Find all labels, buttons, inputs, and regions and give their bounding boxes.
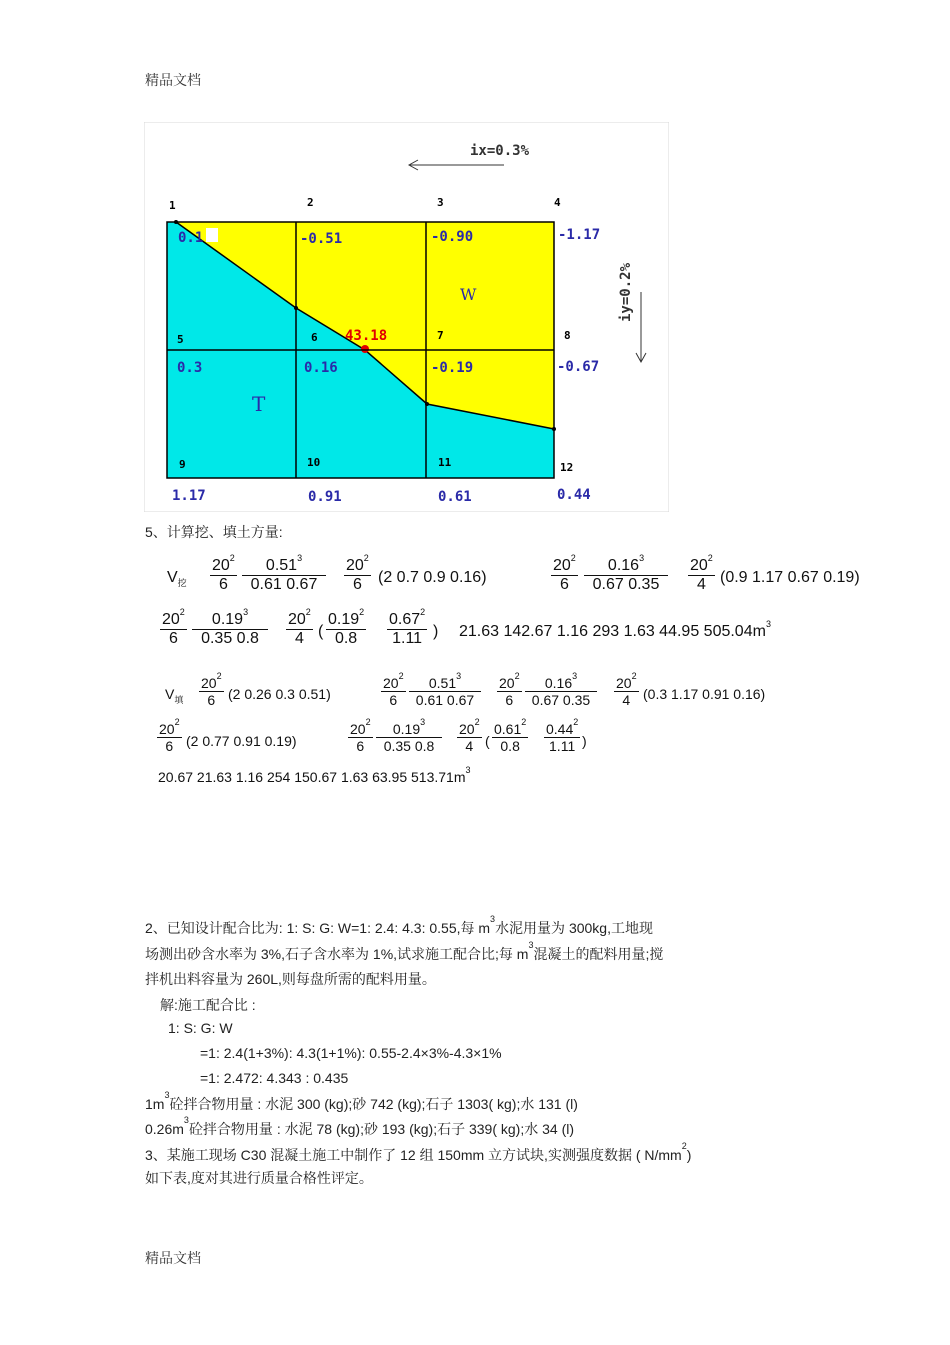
node-10: 10 <box>307 456 321 469</box>
value-10: 0.91 <box>308 489 342 505</box>
v-fill-symbol: V <box>165 686 175 702</box>
value-12: 0.44 <box>557 487 591 503</box>
node-11: 11 <box>438 456 452 469</box>
fill-t1-tail: (2 0.26 0.3 0.51) <box>228 686 331 702</box>
fill-t4: $20^2$ 4 <box>616 671 637 708</box>
q3-line1: 3、某施工现场 C30 混凝土施工中制作了 12 组 150mm 立方试块,实测强度数据 ( $N/mm^2$) <box>145 1141 692 1163</box>
cut-t5: $20^2$ 6 <box>162 607 185 647</box>
fill-t7-open: ( <box>485 733 490 749</box>
value-5: 0.3 <box>177 360 203 376</box>
cut-t6-close: ) <box>433 623 439 640</box>
v-fill-subscript: 填 <box>174 694 184 705</box>
q5-heading: 5、计算挖、填土方量: <box>145 524 283 540</box>
q2-mix2: $0.26m^3$砼拌合物用量 : 水泥 78 (kg);砂 193 (kg);石子 339( kg);水 34 (l) <box>145 1115 575 1137</box>
cut-t3: $20^2$ 6 <box>553 553 576 593</box>
fill-volume-symbol <box>165 686 183 706</box>
q2-mix1: $1m^3$砼拌合物用量 : 水泥 300 (kg);砂 742 (kg);石子 1303( kg);水 131 (l) <box>145 1090 578 1112</box>
fill-t7b: 0.61$^2$ 0.8 <box>494 717 527 754</box>
node-5: 5 <box>177 333 184 346</box>
zero-point-marker <box>361 345 369 353</box>
value-4: -1.17 <box>558 227 601 243</box>
cut-t3b: 0.16$^3$ 0.67 0.35 <box>584 557 668 594</box>
cut-volume-symbol <box>167 569 187 589</box>
q2-line2: 场测出砂含水率为 3%,石子含水率为 1%,试求施工配合比;每 $m^3$混凝土的配料用量;搅 <box>145 940 664 962</box>
v-symbol: V <box>167 569 178 586</box>
fill-t6: $20^2$ 6 <box>350 717 371 754</box>
ix-label: ix=0.3% <box>470 143 530 159</box>
node-9: 9 <box>179 458 186 471</box>
value-1: 0.1 <box>178 230 204 246</box>
q2-solution-label: 解:施工配合比 : <box>160 997 256 1013</box>
fill-t3: $20^2$ 6 <box>499 671 520 708</box>
cut-t4-tail: (0.9 1.17 0.67 0.19) <box>720 569 860 586</box>
iy-label: iy=0.2% <box>618 262 634 322</box>
value-11: 0.61 <box>438 489 472 505</box>
node-4: 4 <box>554 196 561 209</box>
cut-t6c: 0.67$^2$ 1.11 <box>389 607 426 647</box>
q2-step1: =1: 2.4(1+3%): 4.3(1+1%): 0.55-2.4×3%-4.3×1% <box>200 1045 502 1061</box>
earthwork-grid-figure <box>144 122 669 512</box>
value-7: -0.19 <box>431 360 474 376</box>
fill-t6b: 0.19$^3$ 0.35 0.8 <box>376 721 442 754</box>
cut-t2: $20^2$ 6 <box>346 553 369 593</box>
page-header: 精品文档 <box>145 73 201 89</box>
cut-t6b: 0.19$^2$ 0.8 <box>328 607 365 647</box>
value-9: 1.17 <box>172 488 206 504</box>
cut-result: 21.63 142.67 1.16 293 1.63 44.95 $505.04m^3$ <box>459 619 771 640</box>
v-subscript: 挖 <box>177 578 187 589</box>
cut-t1: $20^2$ 6 <box>212 553 235 593</box>
fill-t5: $20^2$ 6 <box>159 717 180 754</box>
fill-t4-tail: (0.3 1.17 0.91 0.16) <box>643 686 766 702</box>
fill-t7: $20^2$ 4 <box>459 717 480 754</box>
node-12: 12 <box>560 461 574 474</box>
fill-t7-close: ) <box>582 733 587 749</box>
node-2: 2 <box>307 196 314 209</box>
value-3: -0.90 <box>431 229 474 245</box>
fill-t7c: 0.44$^2$ 1.11 <box>546 717 579 754</box>
q2-ratio: 1: S: G: W <box>168 1020 233 1036</box>
value-6: 0.16 <box>304 360 338 376</box>
q3-line2: 如下表,度对其进行质量合格性评定。 <box>145 1170 373 1186</box>
fill-t2b: 0.51$^3$ 0.61 0.67 <box>409 675 481 708</box>
fill-result: 20.67 21.63 1.16 254 150.67 1.63 63.95 $513.71m^3$ <box>158 765 471 785</box>
cut-t4: $20^2$ 4 <box>690 553 713 593</box>
fill-zone-label: T <box>252 392 266 416</box>
q2-step2: =1: 2.472: 4.343 : 0.435 <box>200 1070 349 1086</box>
node-1: 1 <box>169 199 176 212</box>
cut-t2-tail: (2 0.7 0.9 0.16) <box>378 569 487 586</box>
fill-t2: $20^2$ 6 <box>383 671 404 708</box>
cut-t6: $20^2$ 4 <box>288 607 311 647</box>
zero-point-label: 43.18 <box>345 328 388 344</box>
node-7: 7 <box>437 329 444 342</box>
fill-t5-tail: (2 0.77 0.91 0.19) <box>186 733 297 749</box>
fill-t1: $20^2$ 6 <box>201 671 222 708</box>
value-8: -0.67 <box>557 359 600 375</box>
page-footer: 精品文档 <box>145 1251 201 1267</box>
q2-line1: 2、已知设计配合比为: 1: S: G: W=1: 2.4: 4.3: 0.55,每 $m^3$水泥用量为 300kg,工地现 <box>145 914 653 936</box>
node-8: 8 <box>564 329 571 342</box>
cut-zone-label: W <box>460 285 477 304</box>
node-6: 6 <box>311 331 318 344</box>
cut-t1b: 0.51$^3$ 0.61 0.67 <box>242 557 326 594</box>
node-3: 3 <box>437 196 444 209</box>
cut-t5b: 0.19$^3$ 0.35 0.8 <box>192 611 268 648</box>
cut-t6-open: ( <box>318 623 324 640</box>
fill-t3b: 0.16$^3$ 0.67 0.35 <box>525 675 597 708</box>
q2-line3: 拌机出料容量为 260L,则每盘所需的配料用量。 <box>145 971 436 987</box>
value-2: -0.51 <box>300 231 343 247</box>
